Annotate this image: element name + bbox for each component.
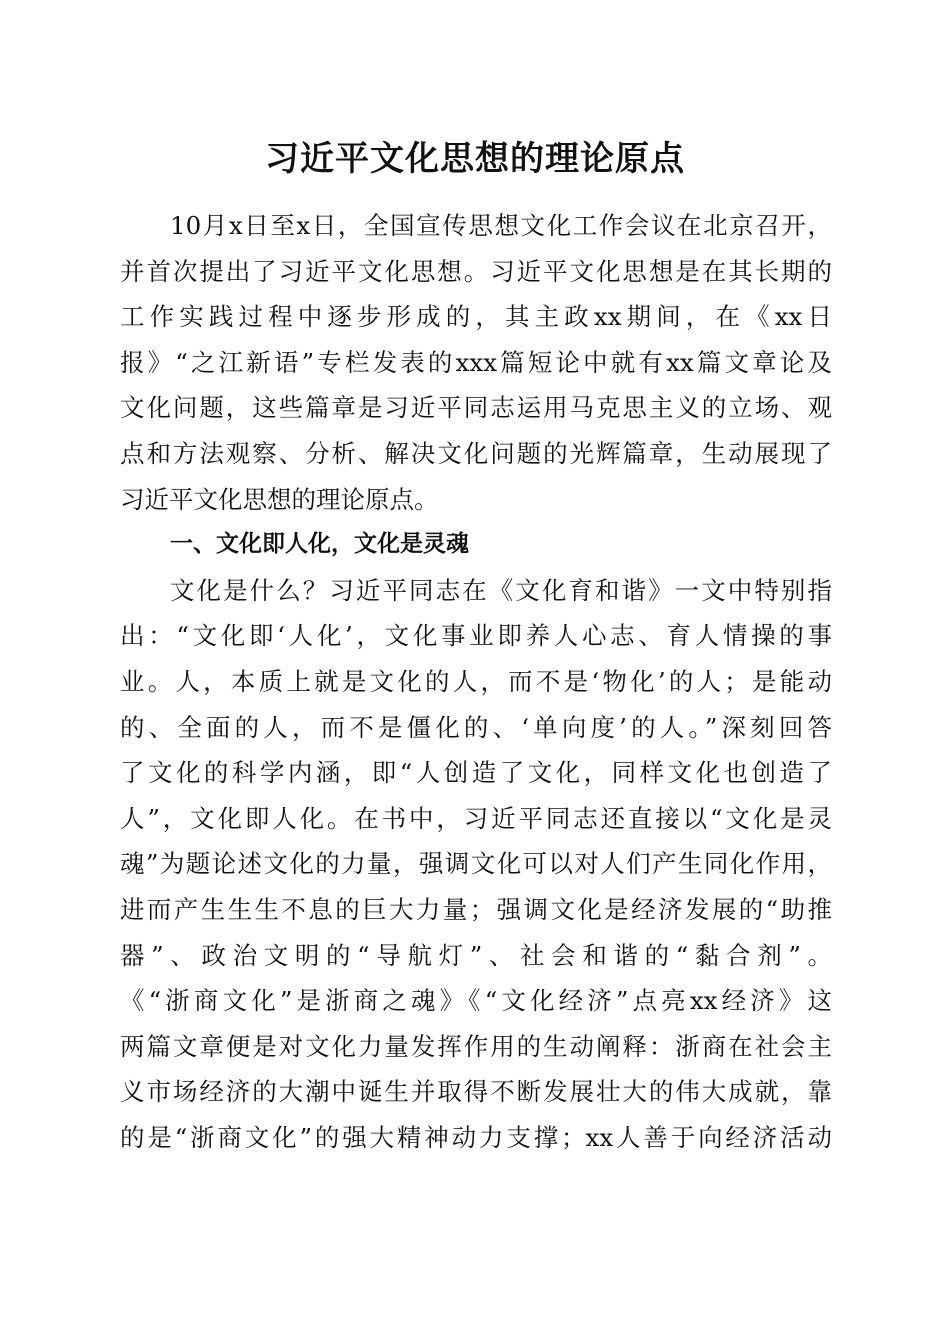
paragraph-line: 业。人，本质上就是文化的人，而不是‘物化’的人；是能动 [120,666,832,696]
paragraph-line: 点和方法观察、分析、解决文化问题的光辉篇章，生动展现了 [120,438,832,468]
paragraph-line: 两篇文章便是对文化力量发挥作用的生动阐释：浙商在社会主 [120,1031,832,1061]
paragraph-line: 魂”为题论述文化的力量，强调文化可以对人们产生同化作用， [120,849,832,879]
paragraph-line: 进而产生生生不息的巨大力量；强调文化是经济发展的“助推 [120,894,832,924]
paragraph-line: 出：“文化即‘人化’，文化事业即养人心志、育人情操的事 [120,621,832,651]
paragraph-line: 器”、政治文明的“导航灯”、社会和谐的“黏合剂”。 [120,940,832,970]
paragraph-line: 义市场经济的大潮中诞生并取得不断发展壮大的伟大成就，靠 [120,1077,832,1107]
document-body [120,203,832,1160]
paragraph-line: 文化问题，这些篇章是习近平同志运用马克思主义的立场、观 [120,393,832,423]
paragraph-1 [120,203,832,522]
paragraph-line: 并首次提出了习近平文化思想。习近平文化思想是在其长期的 [120,256,832,286]
paragraph-line: 的、全面的人，而不是僵化的、‘单向度’的人。”深刻回答 [120,712,832,742]
paragraph-line: 的是“浙商文化”的强大精神动力支撑；xx人善于向经济活动 [120,1122,832,1152]
paragraph-line: 《“浙商文化”是浙商之魂》《“文化经济”点亮xx经济》这 [120,986,832,1016]
paragraph-line: 了文化的科学内涵，即“人创造了文化，同样文化也创造了 [120,758,832,788]
paragraph-line: 习近平文化思想的理论原点。 [120,484,439,514]
document-title: 习近平文化思想的理论原点 [265,139,685,179]
section-heading: 一、文化即人化，文化是灵魂 [170,531,469,558]
paragraph-2 [120,568,832,1161]
paragraph-line: 10月x日至x日，全国宣传思想文化工作会议在北京召开， [170,211,832,240]
paragraph-line: 工作实践过程中逐步形成的，其主政xx期间，在《xx日 [120,302,832,332]
paragraph-line: 人”，文化即人化。在书中，习近平同志还直接以“文化是灵 [120,803,832,833]
paragraph-line: 报》“之江新语”专栏发表的xxx篇短论中就有xx篇文章论及 [120,347,832,377]
paragraph-line: 文化是什么？习近平同志在《文化育和谐》一文中特别指 [170,575,832,605]
